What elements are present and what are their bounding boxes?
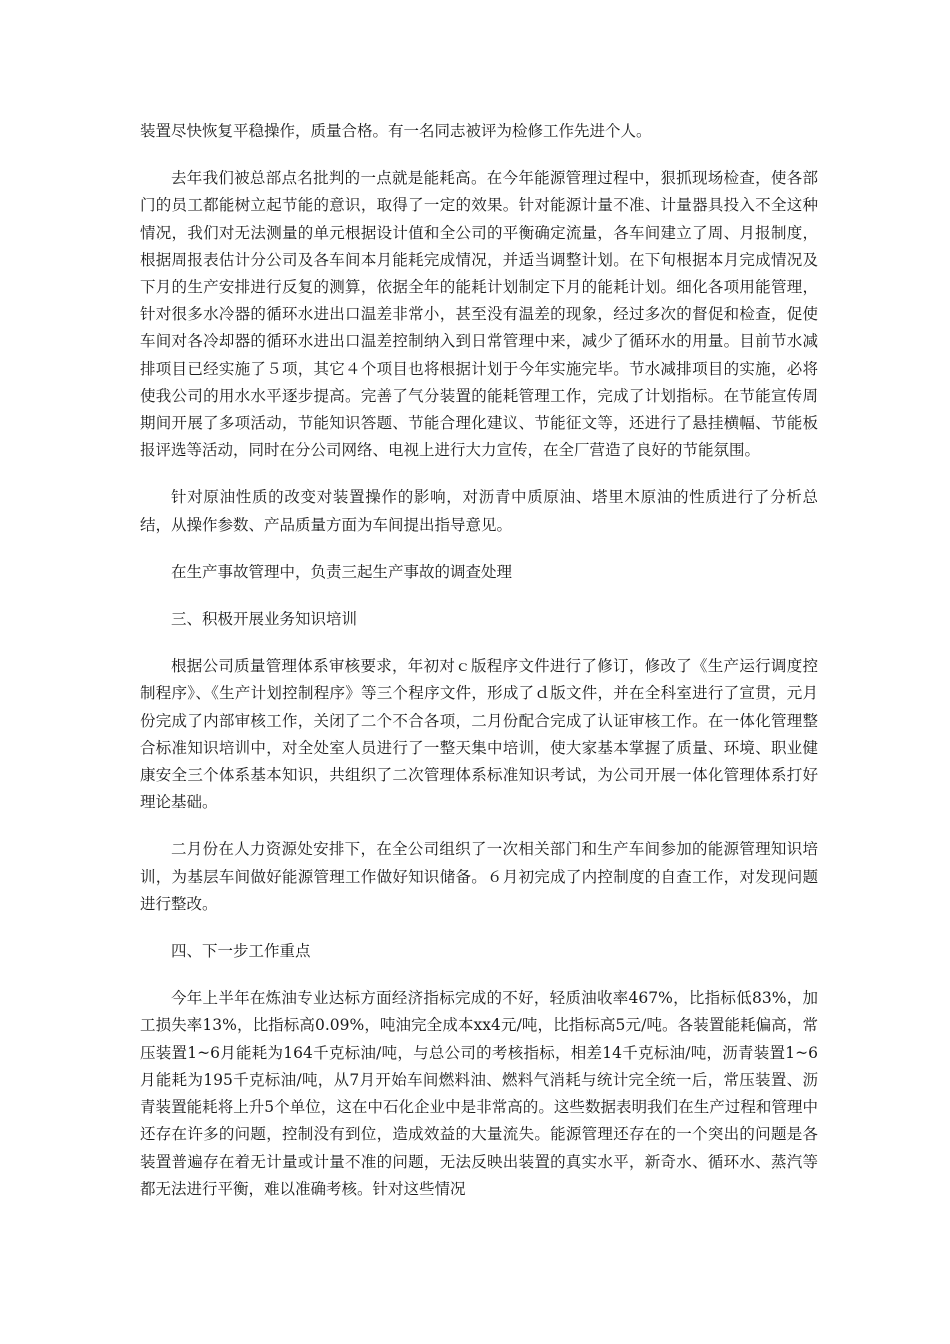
document-page	[140, 118, 818, 1223]
paragraph-accident-management: 在生产事故管理中，负责三起生产事故的调查处理	[171, 562, 513, 581]
paragraph-quality-system: 根据公司质量管理体系审核要求，年初对ｃ版程序文件进行了修订，修改了《生产运行调度控制程序》、《生产计划控制程序》等三个程序文件，形成了ｄ版文件，并在全科室进行了宣贯，元月份完成了内部审核工作，关闭了二个不合各项，二月份配合完成了认证审核工作。在一体化管理整合标准知识培训中，对全处室人员进行了一整天集中培训，使大家基本掌握了质量、环境、职业健康安全三个体系基本知识，共组织了二次管理体系标准知识考试，为公司开展一体化管理体系打好理论基础。	[140, 657, 818, 812]
paragraph-economic-indicators: 今年上半年在炼油专业达标方面经济指标完成的不好，轻质油收率467%，比指标低83%，加工损失率13%，比指标高0.09%，吨油完全成本xx4元/吨，比指标高5元/吨。各装置能耗偏高，常压装置1~6月能耗为164千克标油/吨，与总公司的考核指标，相差14千克标油/吨，沥青装置1~6月能耗为195千克标油/吨，从7月开始车间燃料油、燃料气消耗与统计完全统一后，常压装置、沥青装置能耗将上升5个单位，这在中石化企业中是非常高的。这些数据表明我们在生产过程和管理中还存在许多的问题，控制没有到位，造成效益的大量流失。能源管理还存在的一个突出的问题是各装置普遍存在着无计量或计量不准的问题，无法反映出装置的真实水平，新奇水、循环水、蒸汽等都无法进行平衡，难以准确考核。针对这些情况	[140, 989, 818, 1198]
paragraph-crude-oil-analysis: 针对原油性质的改变对装置操作的影响，对沥青中质原油、塔里木原油的性质进行了分析总结，从操作参数、产品质量方面为车间提出指导意见。	[140, 488, 818, 534]
paragraph-energy-training: 二月份在人力资源处安排下，在全公司组织了一次相关部门和生产车间参加的能源管理知识培训，为基层车间做好能源管理工作做好知识储备。６月初完成了内控制度的自查工作，对发现问题进行整改。	[140, 840, 818, 913]
paragraph-device-recovery: 装置尽快恢复平稳操作，质量合格。有一名同志被评为检修工作先进个人。	[140, 122, 652, 140]
paragraph-energy-management: 去年我们被总部点名批判的一点就是能耗高。在今年能源管理过程中，狠抓现场检查，使各部门的员工都能树立起节能的意识，取得了一定的效果。针对能源计量不准、计量器具投入不全这种情况，我们对无法测量的单元根据设计值和全公司的平衡确定流量，各车间建立了周、月报制度，根据周报表估计分公司及各车间本月能耗完成情况，并适当调整计划。在下旬根据本月完成情况及下月的生产安排进行反复的测算，依据全年的能耗计划制定下月的能耗计划。细化各项用能管理，针对很多水冷器的循环水进出口温差非常小，甚至没有温差的现象，经过多次的督促和检查，促使车间对各冷却器的循环水进出口温差控制纳入到日常管理中来，减少了循环水的用量。目前节水减排项目已经实施了５项，其它４个项目也将根据计划于今年实施完毕。节水减排项目的实施，必将使我公司的用水水平逐步提高。完善了气分装置的能耗管理工作，完成了计划指标。在节能宣传周期间开展了多项活动，节能知识答题、节能合理化建议、节能征文等，还进行了悬挂横幅、节能板报评选等活动，同时在分公司网络、电视上进行大力宣传，在全厂营造了良好的节能氛围。	[140, 169, 818, 460]
section-heading-training: 三、积极开展业务知识培训	[171, 610, 358, 629]
section-heading-next-steps: 四、下一步工作重点	[171, 942, 311, 961]
